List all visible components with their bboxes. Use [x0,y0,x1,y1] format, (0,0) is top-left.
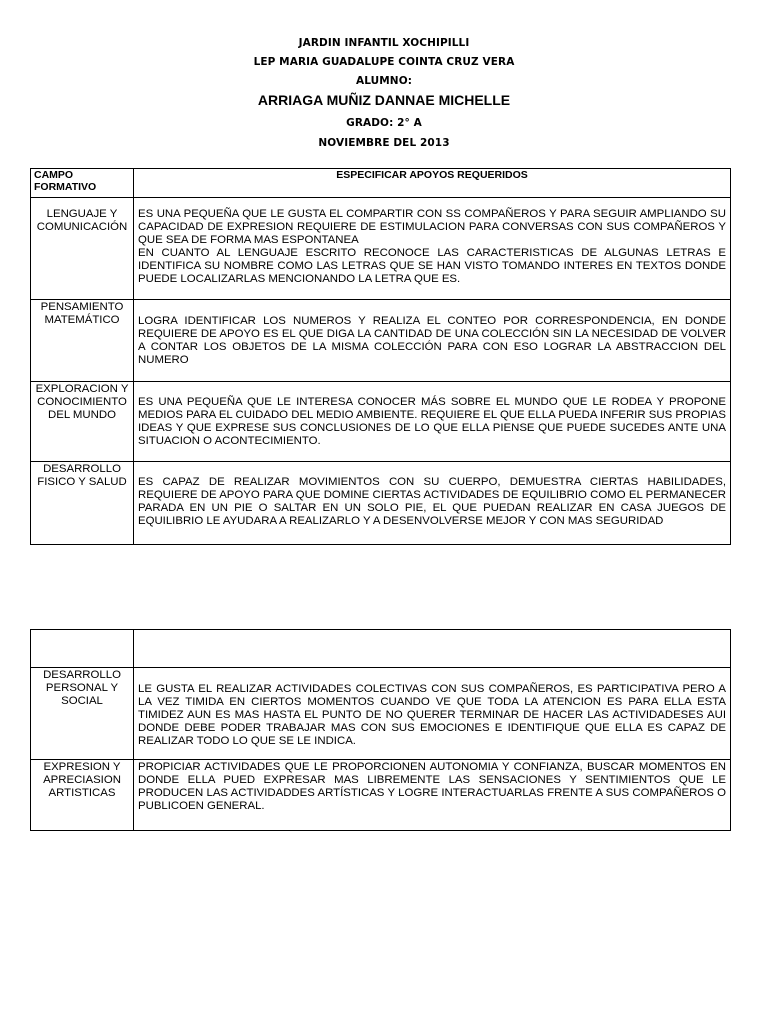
teacher-name: LEP MARIA GUADALUPE COINTA CRUZ VERA [253,56,515,68]
col-header-apoyos: ESPECIFICAR APOYOS REQUERIDOS [336,169,528,181]
support-table-1 [30,168,731,545]
text-lenguaje-2: EN CUANTO AL LENGUAJE ESCRITO RECONOCE LAS CARACTERISTICAS DE ALGUNAS LETRAS E IDENTIFICA SU NOMBRE COMO LAS LETRAS QUE SE HAN VISTO TOMANDO INTERES EN TEXTOS DONDE PUEDE LOCALIZARLAS MENCIONANDO LA LETRA QUE ES. [138,247,726,285]
col-header-campo: CAMPO FORMATIVO [34,169,97,193]
table-row [31,462,731,545]
student-name: ARRIAGA MUÑIZ DANNAE MICHELLE [257,92,511,108]
table-row [31,760,731,831]
text-desarrollo-fisico: ES CAPAZ DE REALIZAR MOVIMIENTOS CON SU CUERPO, DEMUESTRA CIERTAS HABILIDADES, REQUIERE DE APOYO PARA QUE DOMINE CIERTAS ACTIVIDADES DE EQUILIBRIO COMO EL PERMANECER PARADA EN UN PIE O SALTAR EN UN SOLO PIE, EL QUE PUEDAN REALIZAR EN CASA JUEGOS DE EQUILIBRIO LE AYUDARA A REALIZARLO Y A DESENVOLVERSE MEJOR Y CON MAS SEGURIDAD [138,476,726,527]
field-desarrollo-fisico: DESARROLLO FISICO Y SALUD [37,463,127,488]
student-label: ALUMNO: [355,75,413,87]
text-exploracion: ES UNA PEQUEÑA QUE LE INTERESA CONOCER MÁS SOBRE EL MUNDO QUE LE RODEA Y PROPONE MEDIOS PARA EL CUIDADO DEL MEDIO AMBIENTE. REQUIERE EL QUE ELLA PUEDA INFERIR SUS PROPIAS IDEAS Y QUE EXPRESE SUS CONCLUSIONES DE LO QUE ELLA PIENSE QUE PUEDE SUCEDES ANTE UNA SITUACION O ACONTECIMIENTO. [138,396,726,447]
support-table-2 [30,629,731,831]
table-header-row [31,169,731,198]
school-name: JARDIN INFANTIL XOCHIPILLI [298,37,470,49]
table-row [31,382,731,462]
table-row [31,300,731,382]
text-expresion-artistica: PROPICIAR ACTIVIDADES QUE LE PROPORCIONEN AUTONOMIA Y CONFIANZA, BUSCAR MOMENTOS EN DONDE ELLA PUED EXPRESAR MAS LIBREMENTE LAS SENSACIONES Y SENTIMIENTOS QUE LE PRODUCEN LAS ACTIVIDADDES ARTÍSTICAS Y LOGRE INTERACTUARLAS FRENTE A SUS COMPAÑEROS O PUBLICOEN GENERAL. [138,761,726,812]
text-desarrollo-personal: LE GUSTA EL REALIZAR ACTIVIDADES COLECTIVAS CON SUS COMPAÑEROS, ES PARTICIPATIVA PERO A LA VEZ TIMIDA EN CIERTOS MOMENTOS CUANDO VE QUE TODA LA ATENCION ES PARA ELLA ESTA TIMIDEZ AUN ES MAS HASTA EL PUNTO DE NO QUERER TERMINAR DE HACER LAS ACTIVIDADESES AUI DONDE DEBE PODER TRABAJAR MAS CON SUS EMOCIONES E IDENTIFIQUE QUE ELLA ES CAPAZ DE REALIZAR TODO LO QUE SE LE INDICA. [138,683,726,747]
text-lenguaje-1: ES UNA PEQUEÑA QUE LE GUSTA EL COMPARTIR CON SS COMPAÑEROS Y PARA SEGUIR AMPLIANDO SU CAPACIDAD DE EXPRESION REQUIERE DE ESTIMULACION PARA CONVERSAS CON SUS COMPAÑEROS Y QUE SEA DE FORMA MAS ESPONTANEA [138,208,726,246]
field-expresion-artistica: EXPRESION Y APRECIASION ARTISTICAS [43,761,121,799]
table-row [31,668,731,760]
field-lenguaje: LENGUAJE Y COMUNICACIÓN [36,208,128,233]
text-pensamiento: LOGRA IDENTIFICAR LOS NUMEROS Y REALIZA EL CONTEO POR CORRESPONDENCIA, EN DONDE REQUIERE DE APOYO ES EL QUE DIGA LA CANTIDAD DE UNA COLECCIÓN SIN LA NECESIDAD DE VOLVER A CONTAR LOS OBJETOS DE LA MISMA COLECCIÓN PARA CON ESO LOGRAR LA ABSTRACCION DEL NUMERO [138,315,726,366]
field-pensamiento: PENSAMIENTO MATEMÁTICO [40,301,124,326]
field-desarrollo-personal: DESARROLLO PERSONAL Y SOCIAL [43,669,121,707]
field-exploracion: EXPLORACION Y CONOCIMIENTO DEL MUNDO [35,383,129,421]
table-header-row [31,630,731,668]
grade: GRADO: 2° A [346,117,422,129]
table-row [31,198,731,300]
report-date: NOVIEMBRE DEL 2013 [318,137,450,149]
